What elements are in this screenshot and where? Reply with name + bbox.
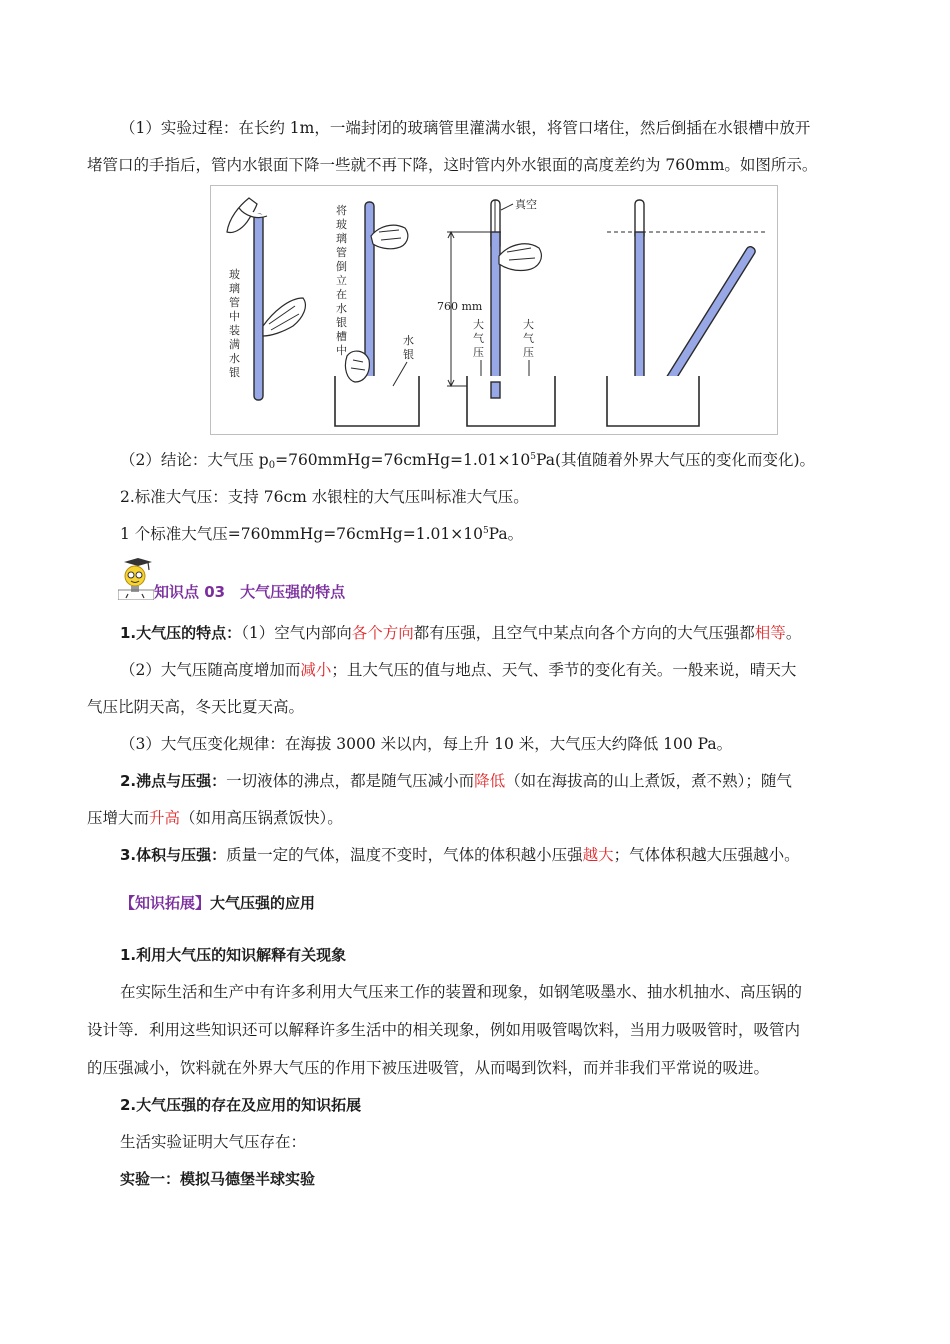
panel-vacuum bbox=[437, 197, 555, 426]
svg-text:璃: 璃 bbox=[336, 232, 347, 245]
boiling-point-line2: 压增大而升高（如用高压锅煮饭快）。 bbox=[87, 809, 343, 827]
feature-1: 1.大气压的特点：（1）空气内部向各个方向都有压强，且空气中某点向各个方向的大气压强都相等。 bbox=[120, 624, 802, 642]
boiling-point-line1: 2.沸点与压强：一切液体的沸点，都是随气压减小而降低（如在海拔高的山上煮饭，煮不熟）；随气 bbox=[120, 772, 792, 790]
svg-text:玻: 玻 bbox=[229, 268, 240, 281]
experiment-text-line2: 堵管口的手指后，管内水银面下降一些就不再下降，这时管内外水银面的高度差约为 760mm。如图所示。 bbox=[87, 156, 818, 174]
label-glass-full bbox=[229, 267, 240, 379]
svg-text:立: 立 bbox=[336, 274, 347, 287]
svg-text:压: 压 bbox=[473, 346, 484, 359]
label-invert bbox=[336, 203, 347, 357]
svg-text:管: 管 bbox=[336, 246, 347, 259]
feature-3: （3）大气压变化规律：在海拔 3000 米以内，每上升 10 米，大气压大约降低 100 Pa。 bbox=[120, 735, 733, 753]
lightbulb-mascot-icon bbox=[118, 556, 154, 600]
svg-text:压: 压 bbox=[523, 346, 534, 359]
panel-tilted bbox=[607, 200, 767, 426]
svg-text:玻: 玻 bbox=[336, 218, 347, 231]
svg-text:大: 大 bbox=[523, 318, 534, 331]
feature-2-line2: 气压比阴天高，冬天比夏天高。 bbox=[87, 698, 305, 716]
label-atm-right bbox=[523, 317, 534, 359]
panel-tube-filled bbox=[227, 198, 305, 400]
volume-pressure: 3.体积与压强：质量一定的气体，温度不变时，气体的体积越小压强越大；气体体积越大压强越小。 bbox=[120, 846, 800, 864]
conclusion-text: （2）结论：大气压 $p_0=760mmHg=76cmHg=1.01\times 10^5Pa$(其值随着外界大气压的变化而变化)。 bbox=[120, 451, 816, 471]
svg-text:在: 在 bbox=[336, 288, 347, 301]
svg-text:璃: 璃 bbox=[229, 282, 240, 295]
svg-text:满: 满 bbox=[229, 338, 240, 351]
standard-pressure-text: 2.标准大气压：支持 76cm 水银柱的大气压叫标准大气压。 bbox=[120, 488, 529, 506]
svg-text:银: 银 bbox=[336, 316, 347, 329]
experiment-text-line1: （1）实验过程：在长约 1m，一端封闭的玻璃管里灌满水银，将管口堵住，然后倒插在水银槽中放开 bbox=[120, 119, 811, 137]
panel-inverting bbox=[335, 202, 419, 426]
svg-text:管: 管 bbox=[229, 296, 240, 309]
svg-text:气: 气 bbox=[473, 332, 484, 345]
extension-para2: 生活实验证明大气压存在： bbox=[120, 1133, 307, 1151]
feature-2-line1: （2）大气压随高度增加而减小；且大气压的值与地点、天气、季节的变化有关。一般来说，晴天大 bbox=[120, 661, 797, 679]
svg-text:中: 中 bbox=[229, 310, 240, 323]
experiment-one-heading: 实验一：模拟马德堡半球实验 bbox=[120, 1170, 316, 1188]
extension-para1-line3: 的压强减小，饮料就在外界大气压的作用下被压进吸管，从而喝到饮料，而并非我们平常说的吸进。 bbox=[87, 1059, 770, 1077]
knowledge-point-03-title: 知识点 03 大气压强的特点 bbox=[154, 583, 346, 601]
label-mercury: 水 bbox=[403, 334, 414, 347]
svg-text:中: 中 bbox=[336, 344, 347, 357]
extension-para1-line1: 在实际生活和生产中有许多利用大气压来工作的装置和现象，如钢笔吸墨水、抽水机抽水、高压锅的 bbox=[120, 983, 803, 1001]
svg-text:水: 水 bbox=[336, 302, 347, 315]
label-760mm: 760 mm bbox=[437, 300, 483, 313]
svg-text:槽: 槽 bbox=[336, 330, 347, 343]
torricelli-figure bbox=[210, 185, 778, 435]
svg-text:装: 装 bbox=[229, 324, 240, 337]
svg-text:水: 水 bbox=[229, 352, 240, 365]
svg-text:气: 气 bbox=[523, 332, 534, 345]
label-atm-left bbox=[473, 317, 484, 359]
extension-heading: 【知识拓展】大气压强的应用 bbox=[120, 894, 316, 912]
svg-text:倒: 倒 bbox=[336, 260, 347, 273]
extension-subheading-2: 2.大气压强的存在及应用的知识拓展 bbox=[120, 1096, 362, 1114]
extension-para1-line2: 设计等．利用这些知识还可以解释许多生活中的相关现象，例如用吸管喝饮料，当用力吸吸管时，吸管内 bbox=[87, 1021, 801, 1039]
extension-subheading-1: 1.利用大气压的知识解释有关现象 bbox=[120, 946, 347, 964]
svg-text:银: 银 bbox=[229, 366, 240, 379]
svg-text:将: 将 bbox=[336, 204, 347, 217]
svg-text:大: 大 bbox=[473, 318, 484, 331]
standard-pressure-value: 1 个标准大气压$=760mmHg=76cmHg=1.01\times 10^5Pa$。 bbox=[120, 525, 524, 543]
torricelli-diagram bbox=[211, 186, 777, 434]
label-vacuum: 真空 bbox=[515, 198, 537, 211]
svg-text:银: 银 bbox=[403, 348, 414, 361]
